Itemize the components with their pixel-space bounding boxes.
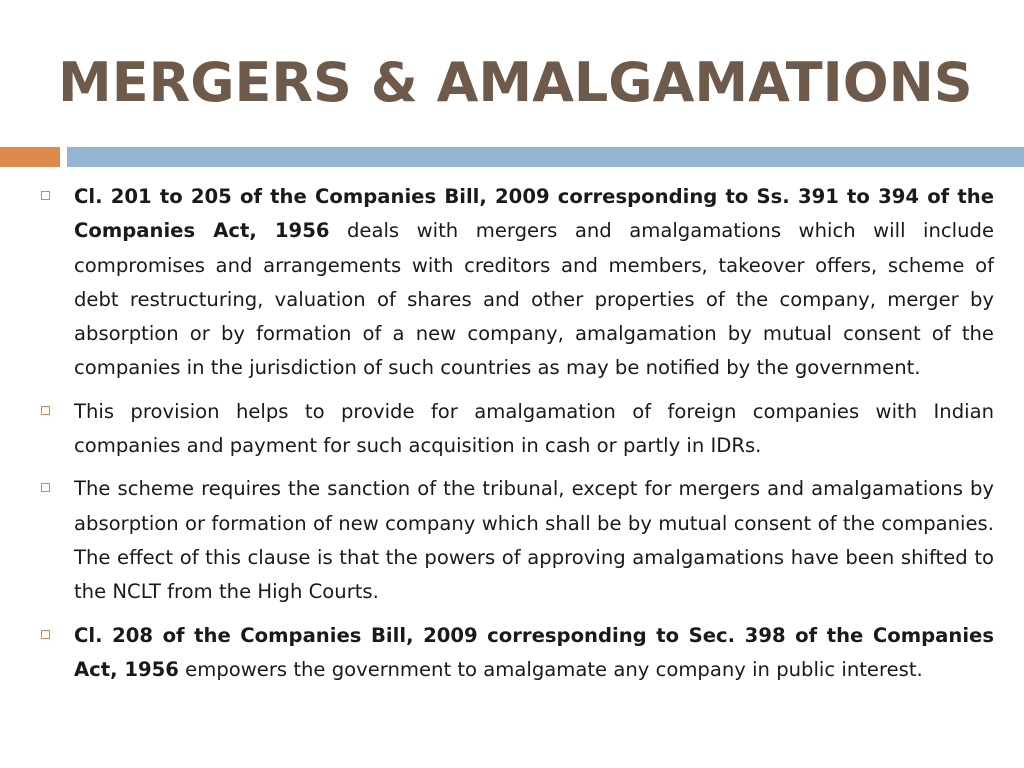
accent-bar-blue bbox=[67, 147, 1024, 167]
bullet-text-1 bbox=[74, 180, 994, 386]
bullet-body-text: deals with mergers and amalgamations which will include compromises and arrangements with creditors and members, takeover offers, scheme of debt restructuring, valuation of shares and other properties of the company, merger by absorption or by formation of a new company, amalgamation by mutual consent of the companies in the jurisdiction of such countries as may be notified by the government. bbox=[74, 219, 995, 380]
bullet-item-1 bbox=[38, 180, 994, 386]
bullet-body-text: The scheme requires the sanction of the tribunal, except for mergers and amalgamations by absorption or formation of new company which shall be by mutual consent of the companies. The effect of this clause is that the powers of approving amalgamations have been shifted to the NCLT from the High Courts. bbox=[74, 477, 994, 604]
bullet-body-text: This provision helps to provide for amalgamation of foreign companies with Indian companies and payment for such acquisition in cash or partly in IDRs. bbox=[74, 399, 994, 458]
bullet-item-3 bbox=[38, 472, 994, 609]
accent-bar-orange bbox=[0, 147, 60, 167]
slide-title: MERGERS & AMALGAMATIONS bbox=[58, 51, 973, 114]
bullet-bold-text: Cl. 201 to 205 of the Companies Bill, 2009 corresponding to Ss. 391 to 394 of the Companies Act, 1956 bbox=[74, 185, 994, 243]
bullet-square-icon bbox=[41, 191, 50, 200]
bullet-text-3 bbox=[74, 472, 994, 609]
bullet-bold-text: Cl. 208 of the Companies Bill, 2009 corresponding to Sec. 398 of the Companies Act, 1956 bbox=[74, 623, 994, 681]
bullet-item-4 bbox=[38, 619, 994, 688]
bullet-square-icon bbox=[41, 630, 50, 639]
bullet-square-icon bbox=[41, 483, 50, 492]
bullet-list bbox=[38, 180, 994, 696]
bullet-square-icon bbox=[41, 406, 50, 415]
bullet-text-4 bbox=[74, 619, 994, 688]
bullet-body-text: empowers the government to amalgamate any company in public interest. bbox=[178, 657, 923, 681]
bullet-item-2 bbox=[38, 395, 994, 464]
bullet-text-2 bbox=[74, 395, 994, 464]
